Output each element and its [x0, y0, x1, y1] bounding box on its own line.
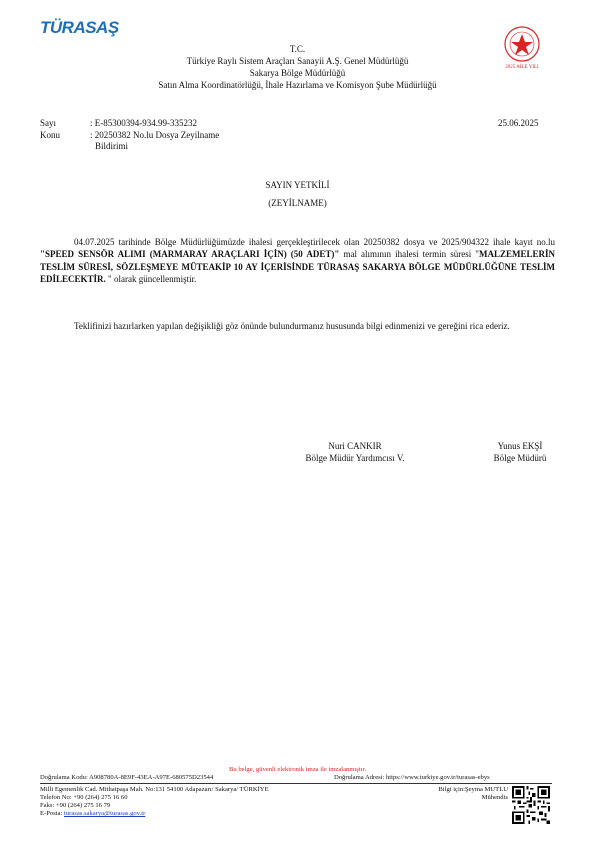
footer-email-link[interactable]: turasas.sakarya@turasas.gov.tr [64, 810, 146, 817]
footer-phone: Telefon No: +90 (264) 275 16 60 [40, 794, 128, 801]
verify-address[interactable]: Doğrulama Adresi: https://www.turkiye.gov.tr/turasas-ebys [334, 774, 490, 781]
p1-part-e: " olarak güncellenmiştir. [105, 274, 197, 285]
konu-value-cont: Bildirimi [95, 141, 129, 151]
footer-divider [40, 783, 552, 784]
esign-notice: Bu belge, güvenli elektronik imza ile imzalanmıştır. [229, 766, 366, 773]
konu-value: : 20250382 No.lu Dosya Zeyilname [90, 130, 220, 140]
document-date: 25.06.2025 [498, 118, 539, 128]
footer-address: Milli Egemenlik Cad. Mithatpaşa Mah. No:131 54100 Adapazarı/ Sakarya/ TÜRKİYE [40, 786, 269, 793]
seal-year-text: 2025 AİLE YILI [505, 65, 539, 70]
footer-role: Mühendis [481, 794, 508, 801]
body-paragraph-2: Teklifinizi hazırlarken yapılan değişikliği göz önünde bulundurmanız hususunda bilgi edinmenizi ve gereğini rica ederiz. [74, 321, 510, 331]
verify-code: Doğrulama Kodu: A908780A-8E9F-43EA-A97E-680575D23544 [40, 774, 214, 781]
p1-delivery-term: MALZEMELERİN TESLİM SÜRESİ, SÖZLEŞMEYE MÜTEAKİP 10 AY İÇERİSİNDE TÜRASAŞ SAKARYA BÖLGE MÜDÜRLÜĞÜNE TESLİM EDİLECEKTİR. [40, 249, 555, 285]
p1-part-a: 04.07.2025 tarihinde Bölge Müdürlüğümüzde ihalesi gerçekleştirilecek olan 20250382 dosya ve 2025/904322 ihale kayıt no.lu [74, 237, 555, 247]
header-department: Satın Alma Koordinatörlüğü, İhale Hazırlama ve Komisyon Şube Müdürlüğü [158, 80, 437, 90]
header-region: Sakarya Bölge Müdürlüğü [249, 68, 346, 78]
signature-2 [470, 440, 570, 464]
footer-email-line [40, 810, 145, 818]
signature-2-title: Bölge Müdürü [493, 453, 547, 463]
footer-fax: Faks: +90 (264) 275 16 79 [40, 802, 111, 809]
p1-product: "SPEED SENSÖR ALIMI (MARMARAY ARAÇLARI İÇİN) (50 ADET)" [40, 249, 340, 260]
turasas-logo: TÜRASAŞ [40, 18, 119, 37]
header-company: Türkiye Raylı Sistem Araçları Sanayii A.Ş. Genel Müdürlüğü [186, 56, 409, 66]
signature-1-name: Nuri CANKIR [328, 441, 382, 451]
footer-info: Bilgi için:Şeyma MUTLU [438, 786, 508, 793]
signature-1-title: Bölge Müdür Yardımcısı V. [305, 453, 405, 463]
sayi-value: : E-85300394-934.99-335232 [90, 118, 197, 128]
sayi-label: Sayı [40, 118, 57, 128]
body-paragraph-1 [40, 236, 555, 286]
p1-part-c: mal alımının ihalesi termin süresi " [339, 249, 479, 260]
header-tc: T.C. [289, 44, 306, 54]
qr-code-icon [512, 786, 550, 824]
konu-label: Konu [40, 130, 60, 140]
footer-email-label: E-Posta: [40, 810, 64, 817]
signature-2-name: Yunus EKŞİ [497, 441, 543, 451]
salutation: SAYIN YETKİLİ [265, 180, 330, 190]
signature-1 [270, 440, 440, 464]
salutation-sub: (ZEYİLNAME) [268, 198, 327, 208]
